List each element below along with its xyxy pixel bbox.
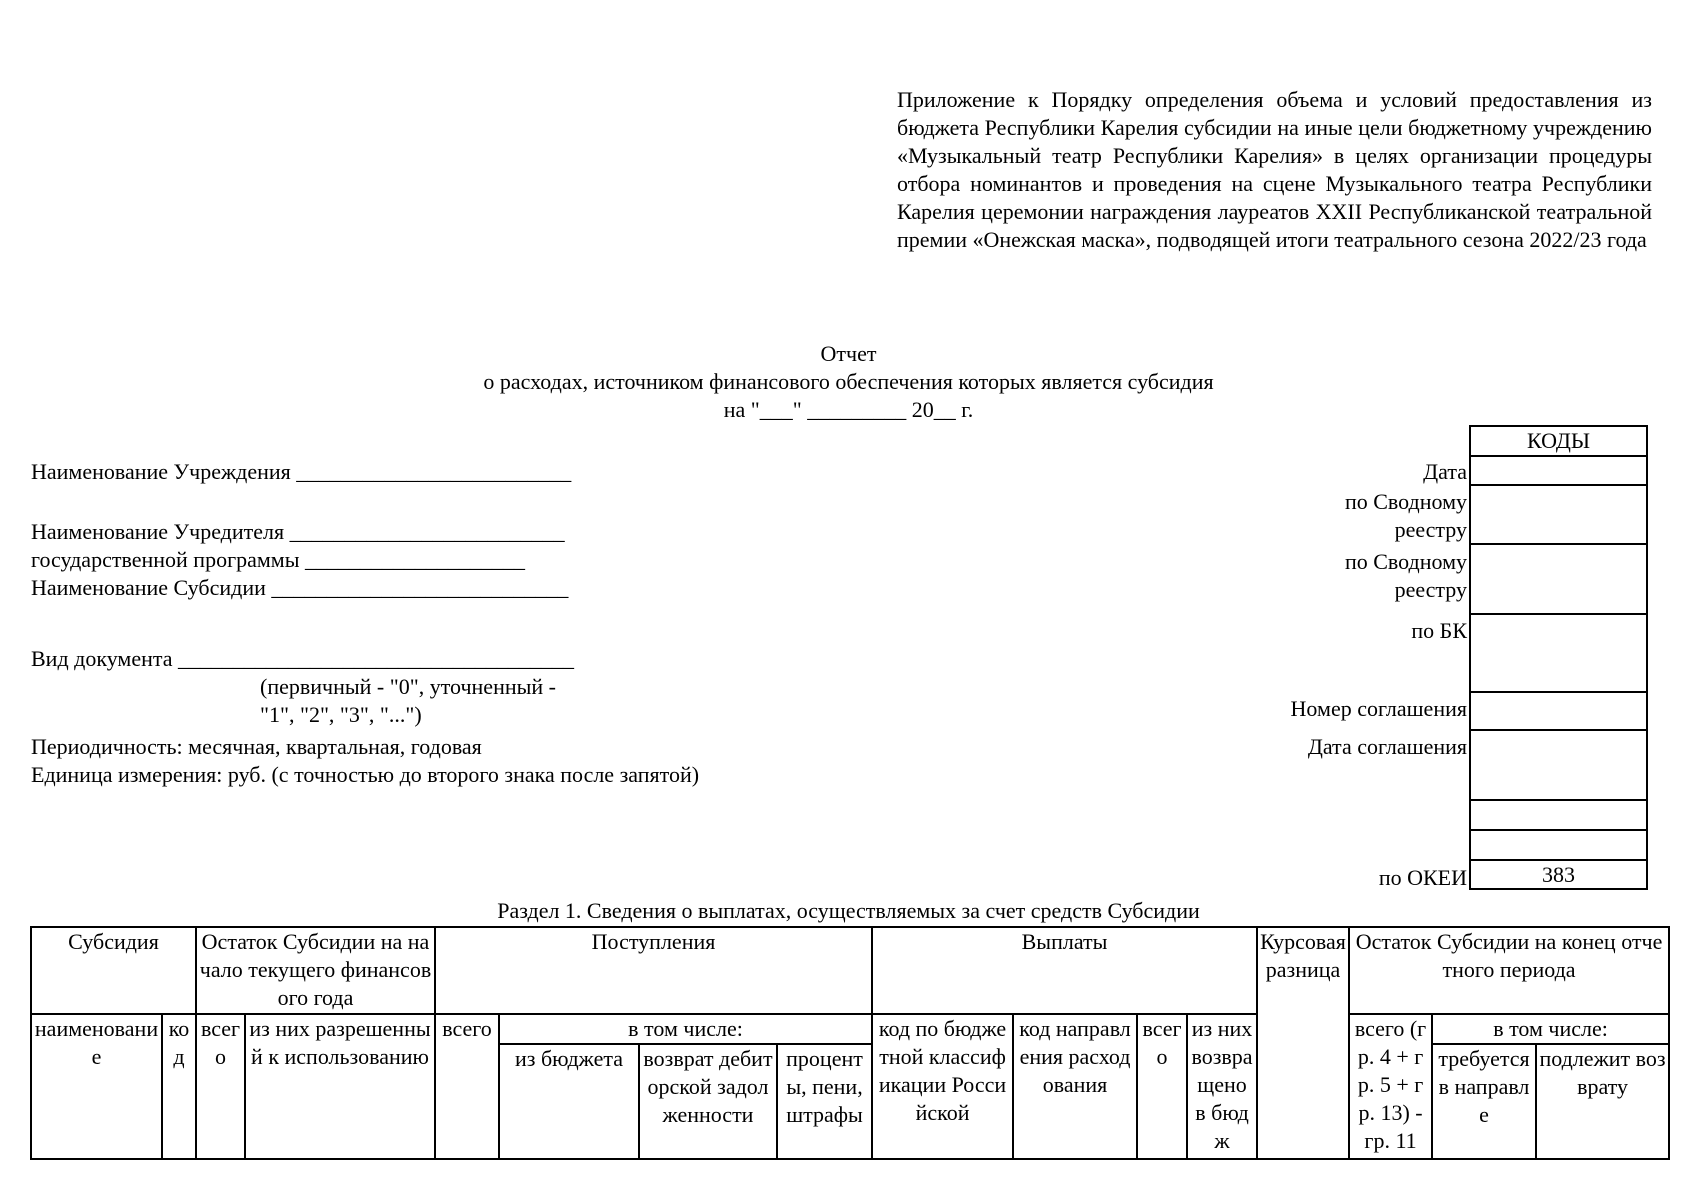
col-code: код — [162, 1014, 196, 1159]
periodicity-field: Периодичность: месячная, квартальная, годовая — [31, 734, 482, 759]
col-interest: проценты, пени, штрафы — [777, 1044, 872, 1159]
col-returned: из них возвращено в бюдж — [1187, 1014, 1257, 1159]
label-registry-1a: по Сводному — [1344, 489, 1467, 514]
doc-type-field: Вид документа ____________________________________ — [31, 646, 575, 671]
header-receipts: Поступления — [435, 927, 872, 1014]
subsidy-name-field: Наименование Субсидии ___________________________ — [31, 575, 569, 600]
institution-name-field: Наименование Учреждения _________________________ — [31, 459, 572, 484]
code-registry-2-cell[interactable] — [1470, 544, 1647, 614]
program-field: государственной программы ____________________ — [31, 547, 525, 572]
doc-type-hint-2: "1", "2", "3", "...") — [260, 702, 422, 727]
col-total-start: всего — [196, 1014, 245, 1159]
code-okei-cell: 383 — [1470, 860, 1647, 889]
label-agreement-date: Дата соглашения — [1307, 734, 1467, 759]
header-end-balance: Остаток Субсидии на конец отчетного периода — [1349, 927, 1669, 1014]
report-date-line: на "___" _________ 20__ г. — [723, 397, 974, 422]
report-title-line2: о расходах, источником финансового обеспечения которых является субсидия — [483, 369, 1214, 394]
label-okei: по ОКЕИ — [1378, 865, 1467, 890]
col-required: требуется в направле — [1432, 1044, 1536, 1159]
code-agreement-number-cell[interactable] — [1470, 692, 1647, 730]
col-total-payments: всего — [1137, 1014, 1187, 1159]
label-registry-2a: по Сводному — [1344, 549, 1467, 574]
report-title-line1: Отчет — [820, 341, 877, 366]
code-extra-cell-2[interactable] — [1470, 830, 1647, 860]
header-fx-difference: Курсовая разница — [1257, 927, 1349, 1159]
payments-table — [30, 926, 1670, 1160]
code-agreement-date-cell[interactable] — [1470, 730, 1647, 800]
label-date: Дата — [1423, 459, 1467, 484]
col-total-end: всего (гр. 4 + гр. 5 + гр. 13) - гр. 11 — [1349, 1014, 1432, 1159]
header-subsidy: Субсидия — [31, 927, 196, 1014]
col-from-budget: из бюджета — [499, 1044, 639, 1159]
col-total-receipts: всего — [435, 1014, 499, 1159]
code-date-cell[interactable] — [1470, 456, 1647, 485]
header-payments: Выплаты — [872, 927, 1257, 1014]
col-name: наименование — [31, 1014, 162, 1159]
codes-table — [1469, 425, 1648, 890]
founder-name-field: Наименование Учредителя _________________________ — [31, 519, 565, 544]
report-title — [0, 340, 1697, 424]
col-allowed: из них разрешенный к использованию — [245, 1014, 435, 1159]
doc-type-hint-1: (первичный - "0", уточненный - — [260, 674, 556, 699]
code-bk-cell[interactable] — [1470, 614, 1647, 692]
section-1-title: Раздел 1. Сведения о выплатах, осуществляемых за счет средств Субсидии — [497, 898, 1200, 923]
col-receipts-including: в том числе: — [499, 1014, 872, 1044]
codes-header: КОДЫ — [1470, 426, 1647, 456]
code-extra-cell-1[interactable] — [1470, 800, 1647, 830]
col-to-return: подлежит возврату — [1536, 1044, 1669, 1159]
col-bk-code: код по бюджетной классификации Российской — [872, 1014, 1013, 1159]
unit-field: Единица измерения: руб. (с точностью до второго знака после запятой) — [31, 762, 700, 787]
label-registry-2b: реестру — [1394, 577, 1467, 602]
col-end-including: в том числе: — [1432, 1014, 1669, 1044]
label-bk: по БК — [1411, 618, 1467, 643]
code-registry-1-cell[interactable] — [1470, 485, 1647, 544]
appendix-text: Приложение к Порядку определения объема и условий предоставления из бюджета Республики Карелия субсидии на иные цели бюджетному учреждению «Музыкальный театр Республики Карелия» в целях организации процедуры отбора номинантов и проведения на сцене Музыкального театра Республики Карелия церемонии награждения лауреатов XXII Республиканской театральной премии «Онежская маска», подводящей итоги театрального сезона 2022/23 года — [897, 87, 1652, 252]
col-direction-code: код направления расходования — [1013, 1014, 1137, 1159]
label-registry-1b: реестру — [1394, 517, 1467, 542]
header-start-balance: Остаток Субсидии на начало текущего финансового года — [196, 927, 435, 1014]
col-return-debt: возврат дебиторской задолженности — [639, 1044, 777, 1159]
label-agreement-number: Номер соглашения — [1290, 696, 1467, 721]
